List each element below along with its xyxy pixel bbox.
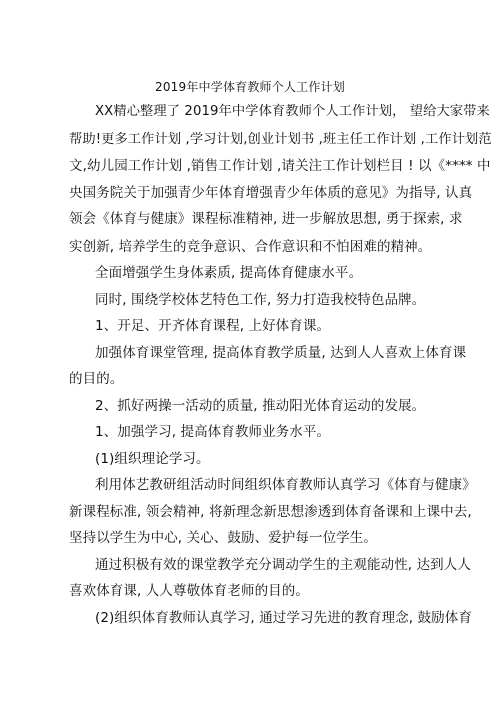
section-heading: 2、抓好两操一活动的质量, 推动阳光体育运动的发展。 (95, 398, 426, 414)
body-line: 领会《体育与健康》课程标准精神, 进一步解放思想, 勇于探索, 求 (69, 211, 463, 227)
intro-line-1: XX精心整理了 2019年中学体育教师个人工作计划， 望给大家带来 (95, 104, 490, 119)
intro-line-2: 帮助!更多工作计划 ,学习计划,创业计划书 ,班主任工作计划 ,工作计划范 (69, 132, 492, 147)
body-line: 喜欢体育课, 人人尊敬体育老师的目的。 (69, 583, 309, 599)
body-line: 通过积极有效的课堂教学充分调动学生的主观能动性, 达到人人 (95, 557, 471, 573)
body-line: 新课程标准, 领会精神, 将新理念新思想渗透到体育备课和上课中去, (69, 504, 472, 520)
body-line: 央国务院关于加强青少年体育增强青少年体质的意见》为指导, 认真 (69, 185, 473, 201)
section-heading: 1、开足、开齐体育课程, 上好体育课。 (95, 318, 331, 334)
body-line: 同时, 围绕学校体艺特色工作, 努力打造我校特色品牌。 (95, 292, 426, 308)
document-title: 2019年中学体育教师个人工作计划 (155, 80, 345, 94)
body-line: 实创新, 培养学生的竞争意识、合作意识和不怕困难的精神。 (69, 239, 432, 255)
subsection-heading: (2)组织体育教师认真学习, 通过学习先进的教育理念, 鼓励体育 (95, 610, 472, 626)
section-heading: 1、加强学习, 提高体育教师业务水平。 (95, 424, 331, 440)
body-line: 全面增强学生身体素质, 提高体育健康水平。 (95, 265, 363, 281)
body-line: 的目的。 (69, 371, 124, 387)
body-line: 坚持以学生为中心, 关心、鼓励、爱护每一位学生。 (69, 530, 377, 546)
body-line: 加强体育课堂管理, 提高体育教学质量, 达到人人喜欢上体育课 (95, 345, 467, 361)
body-line: 利用体艺教研组活动时间组织体育教师认真学习《体育与健康》 (95, 477, 476, 493)
subsection-heading: (1)组织理论学习。 (95, 451, 210, 467)
intro-line-3: 文,幼儿园工作计划 ,销售工作计划 ,请关注工作计划栏目 ! 以《**** 中 (69, 158, 491, 174)
